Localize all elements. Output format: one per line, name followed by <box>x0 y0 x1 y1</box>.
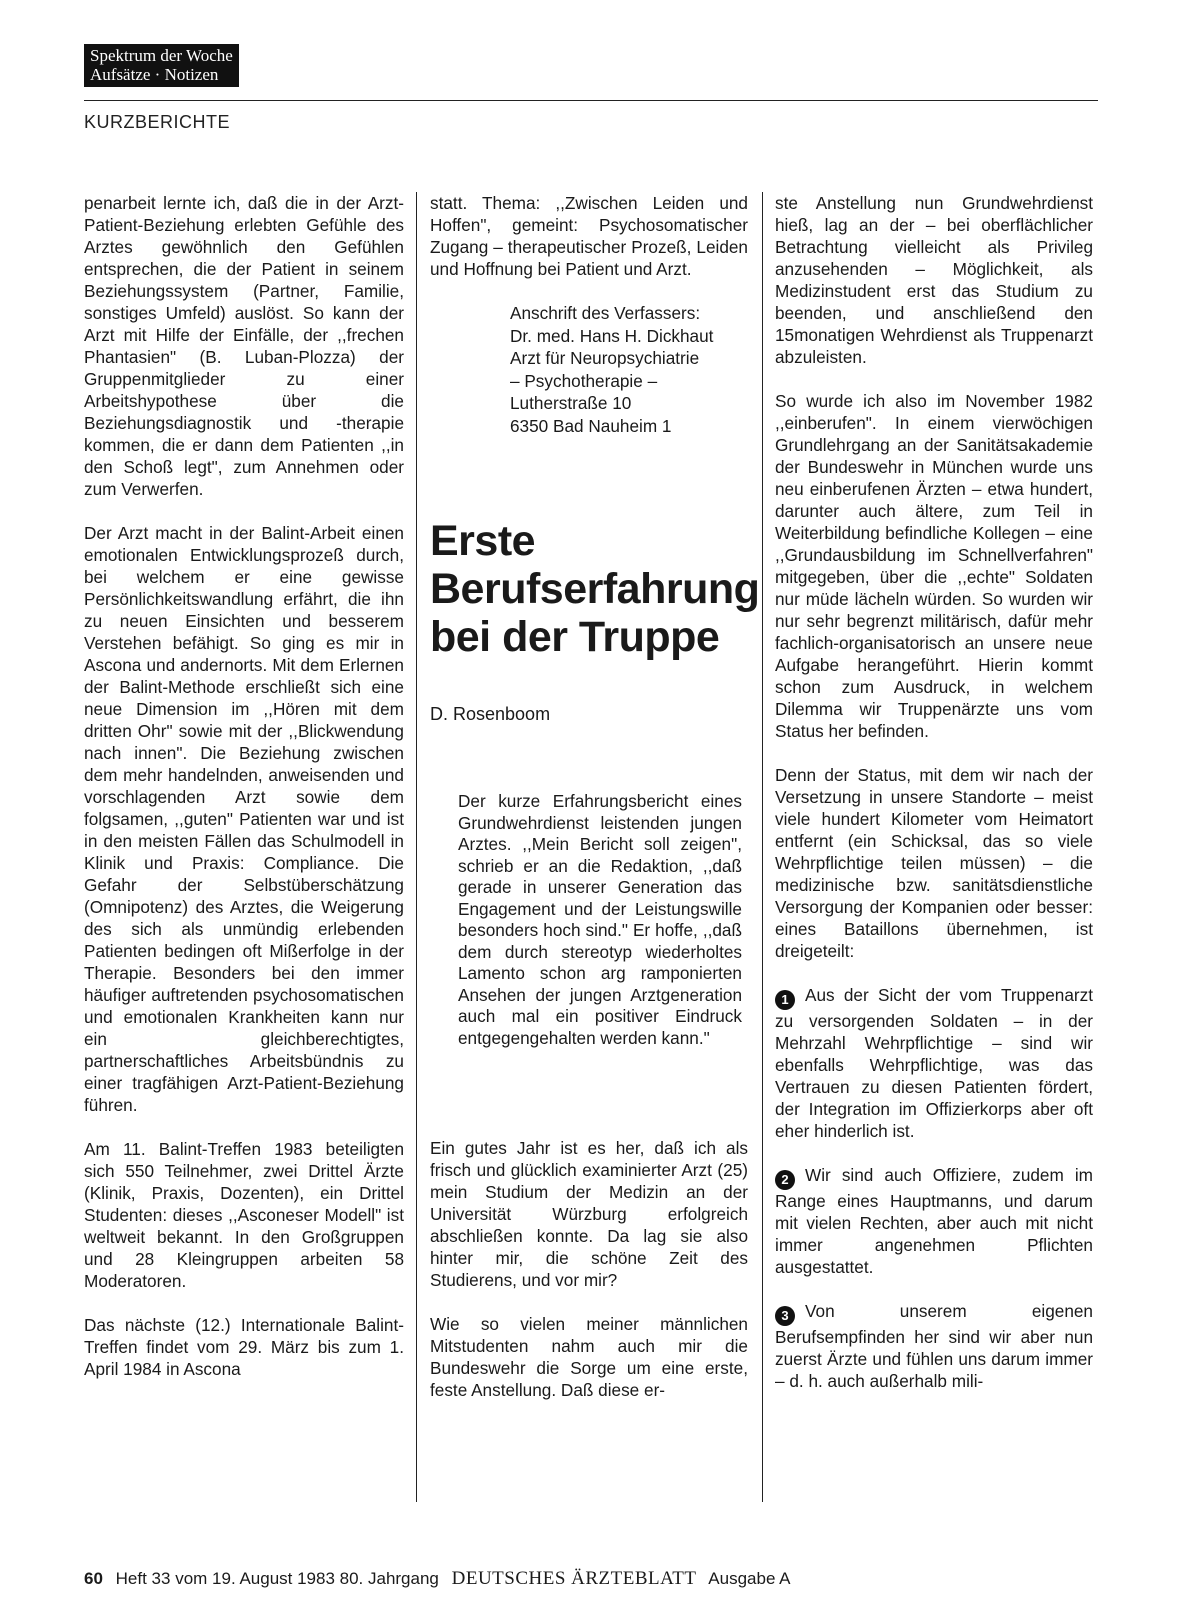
left-column <box>84 192 404 1380</box>
column-divider-2 <box>762 192 763 1502</box>
section-tag-line-2: Aufsätze · Notizen <box>90 65 219 84</box>
numbered-point <box>775 1164 1093 1278</box>
address-line: Lutherstraße 10 <box>510 393 632 413</box>
article-title <box>430 517 760 661</box>
title-line: bei der Truppe <box>430 613 720 661</box>
body-paragraph: Denn der Status, mit dem wir nach der Versetzung in unsere Standorte – meist viele hundert Kilometer vom Heimatort entfernt (ein Schicksal, das so viele Wehrpflichtige teilen müssen) – die medizinische bzw. sanitätsdienstliche Versorgung der Kompanien oder besser: eines Bataillons übernehmen, ist dreigeteilt: <box>775 765 1093 961</box>
address-line: Arzt für Neuropsychiatrie <box>510 348 700 368</box>
numbered-point <box>775 984 1093 1142</box>
body-paragraph: penarbeit lernte ich, daß die in der Arzt-Patient-Beziehung erlebten Gefühle des Arztes gewöhnlich den Gefühlen entsprechen, die der Patient in seinem Beziehungssystem (Partner, Familie, sonstiges Umfeld) auslöst. So kann der Arzt mit Hilfe der Einfälle, der ,,frechen Phantasien" (B. Luban-Plozza) der Gruppenmitglieder zu einer Arbeitshypothese über die Beziehungsdiagnostik und -therapie kommen, die er dann dem Patienten ,,in den Schoß legt", zum Annehmen oder zum Verwerfen. <box>84 193 404 499</box>
address-line: Dr. med. Hans H. Dickhaut <box>510 325 714 346</box>
number-badge-icon: 1 <box>775 990 795 1010</box>
body-paragraph: Ein gutes Jahr ist es her, daß ich als frisch und glücklich examinierter Arzt (25) mein Studium der Medizin an der Universität Würzburg erfolgreich abschließen konnte. Da lag sie also hinter mir, die schöne Zeit des Studierens, und vor mir? <box>430 1138 748 1290</box>
numbered-point-text: Aus der Sicht der vom Truppenarzt zu versorgenden Soldaten – in der Mehrzahl Wehrpflichtige – sind wir ebenfalls Wehrpflichtige, was das Vertrauen zu diesen Patienten fördert, der Integration im Offizierkorps aber oft eher hinderlich ist. <box>775 985 1093 1141</box>
body-paragraph: statt. Thema: ,,Zwischen Leiden und Hoffen", gemeint: Psychosomatischer Zugang – therapeutischer Prozeß, Leiden und Hoffnung bei Patient und Arzt. <box>430 193 748 279</box>
issue-info: Heft 33 vom 19. August 1983 80. Jahrgang <box>115 1569 439 1588</box>
number-badge-icon: 3 <box>775 1306 795 1326</box>
title-line: Erste <box>430 517 536 565</box>
article-author: D. Rosenboom <box>430 704 551 724</box>
title-line: Berufserfahrung <box>430 565 760 613</box>
body-paragraph: Der Arzt macht in der Balint-Arbeit einen emotionalen Entwicklungsprozeß durch, bei welchem er eine gewisse Persönlichkeitswandlung erfährt, die ihn zu neuen Einsichten und besserem Verstehen befähigt. So ging es mir in Ascona und andernorts. Mit dem Erlernen der Balint-Methode erschließt sich eine neue Dimension im ,,Hören mit dem dritten Ohr" sowie mit der ,,Blickwendung nach innen". Die Beziehung zwischen dem mehr handelnden, anweisenden und vorschlagenden Arzt sowie dem folgsamen, ,,guten" Patienten war und ist in den meisten Fällen das Schulmodell in Klinik und Praxis: Compliance. Die Gefahr der Selbstüberschätzung (Omnipotenz) des Arztes, die Weigerung des sich als unmündig erlebenden Patienten bedingen oft Mißerfolge in der Therapie. Besonders bei den immer häufiger auftretenden psychosomatischen und emotionalen Krankheiten kann nur ein gleichberechtigtes, partnerschaftliches Arbeitsbündnis zu einer tragfähigen Arzt-Patient-Beziehung führen. <box>84 523 404 1115</box>
journal-name: DEUTSCHES ÄRZTEBLATT <box>451 1568 697 1589</box>
numbered-point-text: Wir sind auch Offiziere, zudem im Range eines Hauptmanns, und darum mit vielen Rechten, aber auch mit nicht immer angenehmen Pflichten ausgestattet. <box>775 1165 1093 1277</box>
body-paragraph: Am 11. Balint-Treffen 1983 beteiligten sich 550 Teilnehmer, zwei Drittel Ärzte (Klinik, Praxis, Dozenten), ein Drittel Studenten: dieses ,,Asconeser Modell" ist weltweit bekannt. In den Großgruppen und 28 Kleingruppen arbeiten 58 Moderatoren. <box>84 1139 404 1291</box>
body-paragraph: ste Anstellung nun Grundwehrdienst hieß, lag an der – bei oberflächlicher Betrachtung vielleicht als Privileg anzusehenden – Möglichkeit, als Medizinstudent erst das Studium zu beenden, und anschließend den 15monatigen Wehrdienst als Truppenarzt abzuleisten. <box>775 193 1093 367</box>
section-tag-line-1: Spektrum der Woche <box>90 46 233 65</box>
author-address <box>510 302 748 437</box>
address-line: – Psychotherapie – <box>510 370 658 391</box>
address-line: Anschrift des Verfassers: <box>510 303 701 323</box>
body-paragraph: So wurde ich also im November 1982 ,,einberufen". In einem vierwöchigen Grundlehrgang an der Sanitätsakademie der Bundeswehr in München wurde uns neu einberufenen Ärzten – etwa hundert, darunter auch ältere, zum Teil in Weiterbildung befindliche Kollegen – eine ,,Grundausbildung im Schnellverfahren" mitgegeben, über die ,,echte" Soldaten nur müde lächeln würden. So wurden wir nur sehr begrenzt militärisch, dafür mehr fachlich-organisatorisch an unsere neue Aufgabe herangeführt. Hierin kommt schon zum Ausdruck, in welchem Dilemma wir Truppenärzte uns vom Status her befinden. <box>775 391 1093 741</box>
address-line: 6350 Bad Nauheim 1 <box>510 415 672 436</box>
body-paragraph: Das nächste (12.) Internationale Balint-Treffen findet vom 29. März bis zum 1. April 1984 in Ascona <box>84 1315 404 1379</box>
column-divider-1 <box>416 192 417 1502</box>
edition-info: Ausgabe A <box>708 1569 791 1588</box>
right-column <box>775 192 1093 1392</box>
section-label: KURZBERICHTE <box>84 112 231 132</box>
section-tag <box>84 44 239 87</box>
page-footer <box>84 1568 791 1590</box>
header-rule <box>84 100 1098 101</box>
article-abstract: Der kurze Erfahrungsbericht eines Grundwehrdienst leistenden jungen Arztes. ,,Mein Bericht soll zeigen", schrieb er an die Redaktion, ,,daß gerade in unserer Generation das Engagement und der Leistungswille besonders hoch sind." Er hoffe, ,,daß dem durch stereotyp wiederholtes Lamento schon arg ramponierten Ansehen der jungen Arztgeneration auch mal ein positiver Eindruck entgegengehalten werden kann." <box>458 791 742 1048</box>
numbered-point <box>775 1300 1093 1392</box>
page-number: 60 <box>84 1569 103 1588</box>
numbered-point-text: Von unserem eigenen Berufsempfinden her sind wir aber nun zuerst Ärzte und fühlen uns darum immer – d. h. auch außerhalb mili- <box>775 1301 1093 1391</box>
middle-column <box>430 192 760 1401</box>
body-paragraph: Wie so vielen meiner männlichen Mitstudenten nahm auch mir die Bundeswehr die Sorge um eine erste, feste Anstellung. Daß diese er- <box>430 1314 748 1400</box>
number-badge-icon: 2 <box>775 1170 795 1190</box>
